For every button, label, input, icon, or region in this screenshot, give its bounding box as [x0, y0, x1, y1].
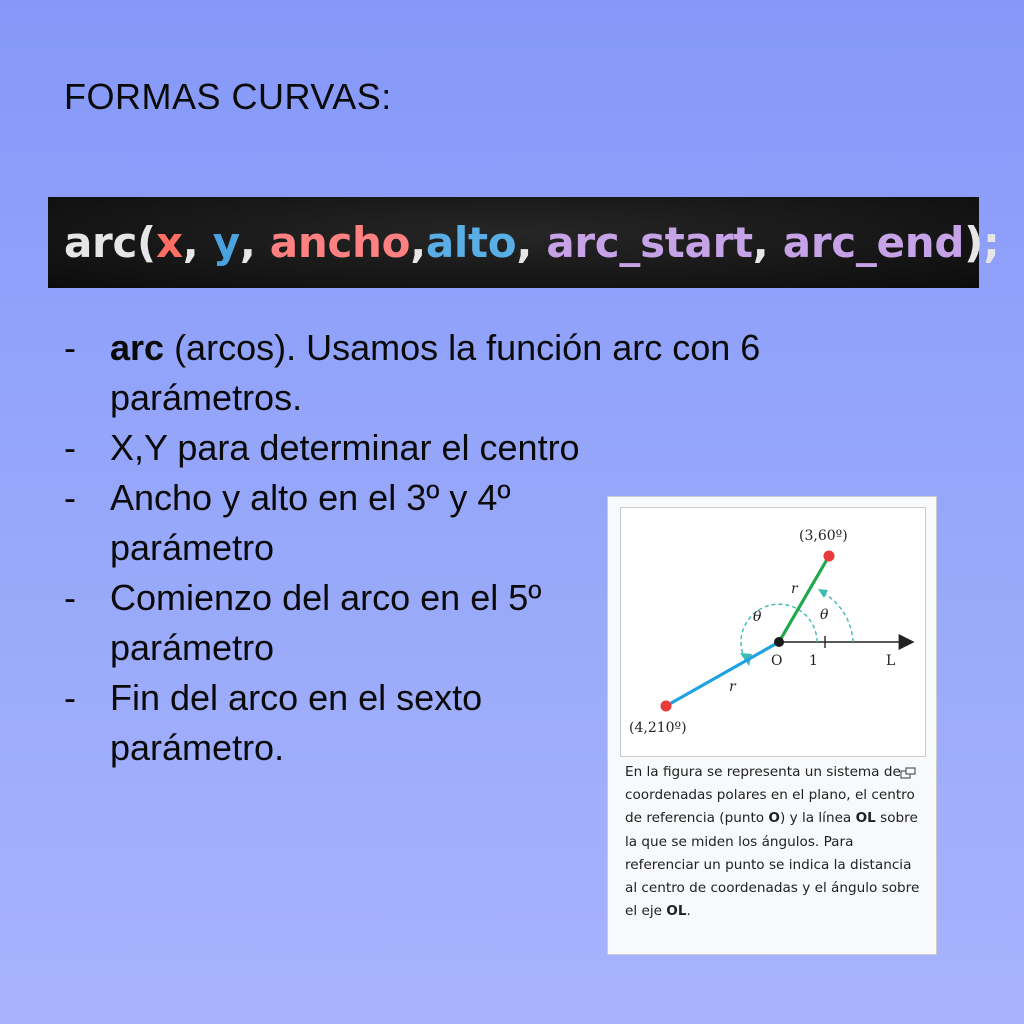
blue-radius — [666, 642, 779, 706]
bullet-item — [64, 323, 884, 423]
code-token: , — [182, 218, 213, 267]
caption-bold: O — [768, 810, 780, 827]
caption-text: . — [686, 903, 691, 920]
theta-label-a: θ — [820, 607, 829, 623]
code-token: , — [752, 218, 783, 267]
point-a-label: (3,60º) — [799, 528, 848, 544]
bullet-text: X,Y para determinar el centro — [110, 427, 580, 468]
radius-label-blue: r — [729, 679, 736, 695]
code-token: ); — [964, 218, 1000, 267]
bullet-dash: - — [64, 577, 76, 618]
code-token: x — [155, 218, 183, 267]
bullet-dash: - — [64, 677, 76, 718]
point-b-label: (4,210º) — [629, 720, 687, 736]
slide-title: FORMAS CURVAS: — [64, 76, 392, 117]
code-token: , — [516, 218, 547, 267]
origin-label: O — [771, 653, 783, 669]
bullet-text: Ancho y alto en el 3º y 4º parámetro — [110, 477, 511, 568]
code-token: alto — [425, 218, 517, 267]
bullet-text: (arcos). Usamos la función arc con 6 parámetros. — [110, 327, 761, 418]
bullet-text: Comienzo del arco en el 5º parámetro — [110, 577, 542, 668]
polar-diagram-svg — [621, 508, 925, 756]
point-a-marker — [824, 551, 835, 562]
theta-arc-a — [825, 594, 853, 642]
theta-label-b: θ — [753, 609, 762, 625]
caption-bold: OL — [855, 810, 876, 827]
bullet-dash: - — [64, 327, 76, 368]
bullet-dash: - — [64, 477, 76, 518]
bullet-item — [64, 423, 884, 473]
origin-point — [774, 637, 784, 647]
code-token: y — [212, 218, 240, 267]
bullet-dash: - — [64, 427, 76, 468]
caption-bold: OL — [666, 903, 687, 920]
polar-diagram[interactable] — [620, 507, 926, 757]
caption-text: ) y la línea — [779, 810, 856, 827]
axis-end-label: L — [886, 653, 896, 669]
code-token: ancho — [269, 218, 411, 267]
point-b-marker — [661, 701, 672, 712]
bullet-keyword: arc — [110, 327, 165, 368]
polar-coordinates-figure — [607, 496, 937, 955]
code-token: , — [410, 218, 426, 267]
figure-caption — [625, 761, 921, 923]
unit-label: 1 — [809, 653, 818, 669]
bullet-text: Fin del arco en el sexto parámetro. — [110, 677, 483, 768]
code-token: arc( — [64, 218, 156, 267]
arc-arrowhead-a — [818, 589, 828, 598]
green-radius — [779, 556, 829, 642]
code-token: arc_start — [546, 218, 753, 267]
code-banner — [48, 197, 1000, 288]
code-token: arc_end — [782, 218, 965, 267]
caption-text: sobre la que se miden los ángulos. Para referenciar un punto se indica la distancia al centro de coordenadas y el ángulo sobre el eje — [625, 810, 920, 920]
caption-text: En la figura se representa un sistema de coordenadas polares en el plano, el centro de referencia (punto — [625, 764, 915, 827]
radius-label-green: r — [791, 581, 798, 597]
code-token: , — [239, 218, 270, 267]
